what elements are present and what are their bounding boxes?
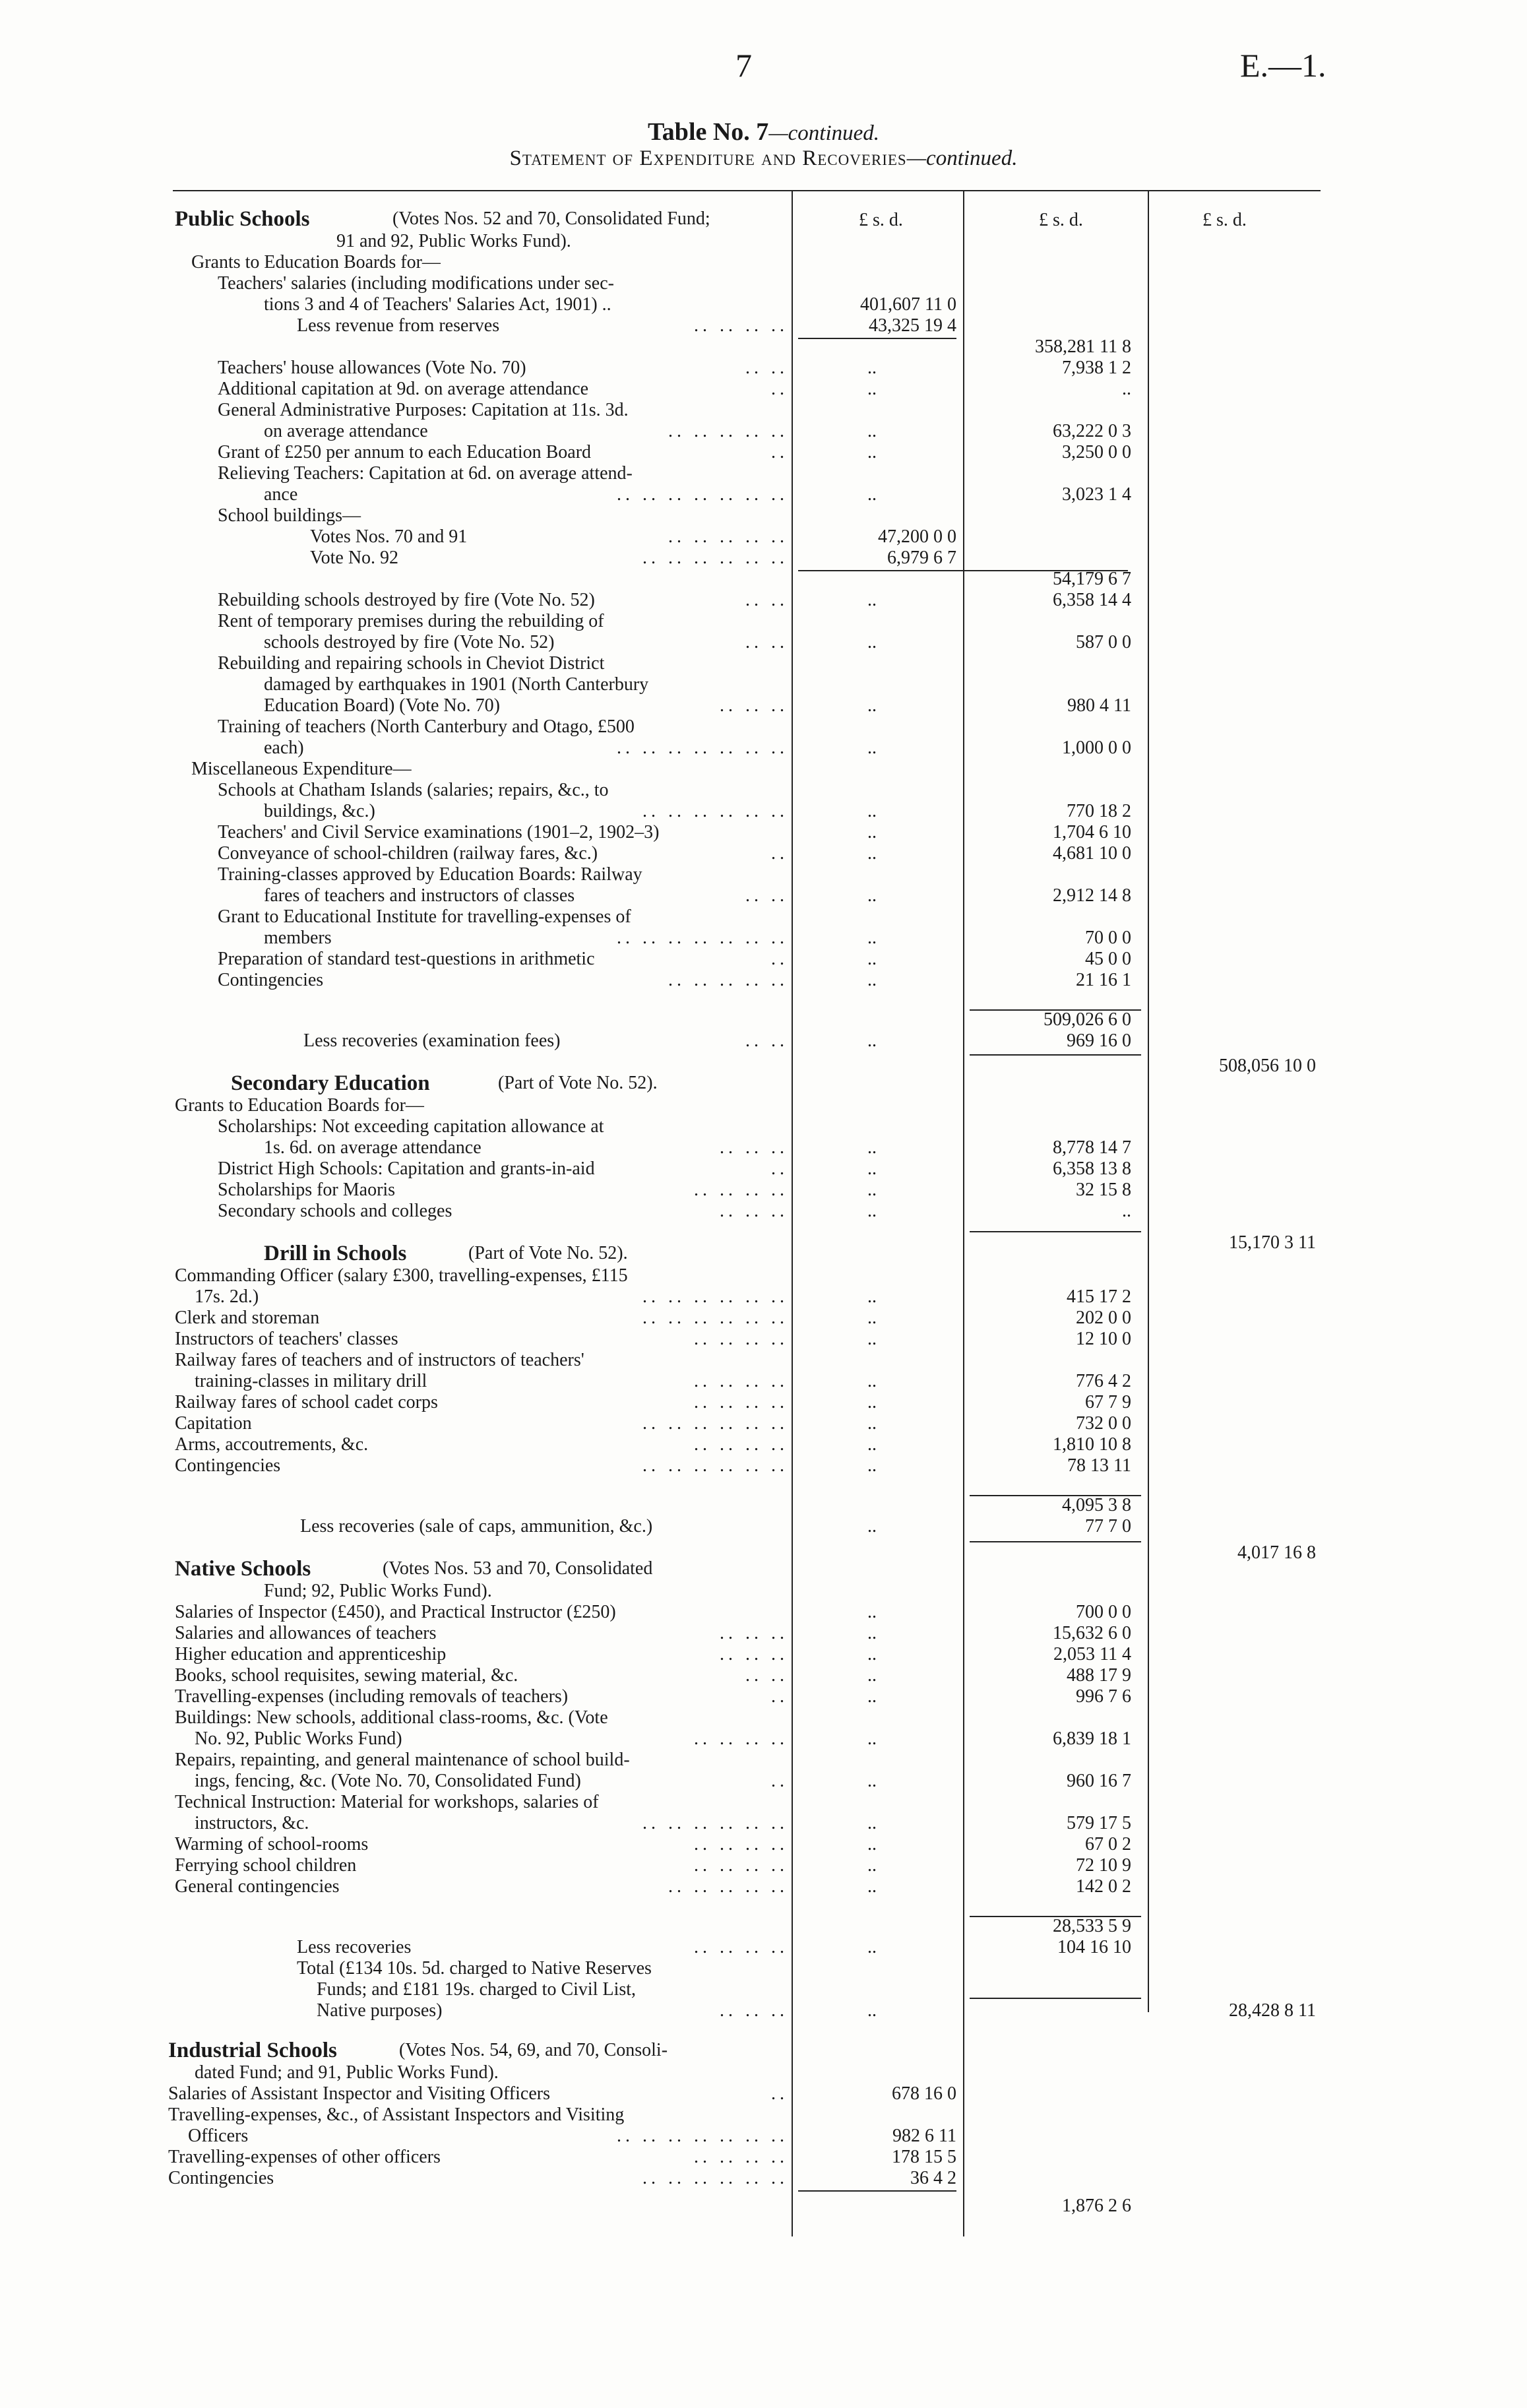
section-heading: Drill in Schools [264,1242,407,1265]
section-heading: Public Schools [175,207,310,231]
table-row: members .. .. .. .. .. .. .. .. 70 0 0 [264,928,1131,948]
subtitle-text: Statement of Expenditure and Recoveries [509,146,907,170]
table-row: 54,179 6 7 [0,569,1527,590]
table-row: Higher education and apprenticeship .. .. .. .. 2,053 11 4 [175,1644,1131,1664]
table-row: Repairs, repainting, and general maintenance of school build- [175,1750,630,1770]
table-row: Contingencies .. .. .. .. .. .. 36 4 2 [168,2168,956,2188]
table-row: Travelling-expenses (including removals of teachers) .. .. 996 7 6 [175,1686,1131,1707]
table-row: District High Schools: Capitation and grants-in-aid .. .. 6,358 13 8 [218,1158,1131,1179]
table-row: 15,170 3 11 [0,1222,1527,1243]
table-row: Less revenue from reserves .. .. .. .. 43,325 19 4 [297,315,956,336]
table-row: Native purposes) .. .. .. .. 28,428 8 11 [0,2000,1527,2021]
table-row: Secondary Education (Part of Vote No. 52). [231,1071,658,1095]
table-row: Warming of school-rooms .. .. .. .. .. 67 0 2 [175,1834,1131,1854]
table-row: Grant to Educational Institute for travelling-expenses of [218,906,631,927]
table-row: Railway fares of school cadet corps .. .. .. .. .. 67 7 9 [175,1392,1131,1412]
table-row: General contingencies .. .. .. .. .. .. 142 0 2 [175,1876,1131,1897]
table-title-continued: —continued. [768,121,880,145]
table-row: fares of teachers and instructors of classes .. .. .. 2,912 14 8 [264,885,1131,906]
table-row: Secondary schools and colleges .. .. .. .. .. [218,1201,1131,1221]
table-row: Less recoveries (sale of caps, ammunition, &c.) .. 77 7 0 [300,1516,1131,1537]
col-header-3: £ s. d. [1202,210,1247,230]
table-row: Ferrying school children .. .. .. .. .. 72 10 9 [175,1855,1131,1876]
col-header-2: £ s. d. [1039,210,1083,230]
table-row: 17s. 2d.) .. .. .. .. .. .. .. 415 17 2 [195,1286,1131,1307]
table-row: 4,095 3 8 [0,1495,1527,1516]
table-row: 508,056 10 0 [0,1052,1527,1073]
section-heading: Native Schools [175,1557,311,1581]
table-row: Teachers' house allowances (Vote No. 70) .. .. .. 7,938 1 2 [218,358,1131,378]
table-row: Arms, accoutrements, &c. .. .. .. .. .. 1,810 10 8 [175,1434,1131,1455]
table-row: training-classes in military drill .. .. .. .. .. 776 4 2 [195,1371,1131,1391]
col-header-1: £ s. d. [859,210,903,230]
table-row: Schools at Chatham Islands (salaries; repairs, &c., to [218,780,609,800]
table-row: buildings, &c.) .. .. .. .. .. .. .. 770 18 2 [264,801,1131,821]
table-row: damaged by earthquakes in 1901 (North Canterbury [264,674,649,695]
table-row: Books, school requisites, sewing material, &c. .. .. .. 488 17 9 [175,1665,1131,1686]
table-row: Capitation .. .. .. .. .. .. .. 732 0 0 [175,1413,1131,1434]
table-row: Officers .. .. .. .. .. .. .. 982 6 11 [188,2126,956,2146]
table-row: Additional capitation at 9d. on average attendance .. .. .. [218,379,1131,399]
table-row: No. 92, Public Works Fund) .. .. .. .. .. 6,839 18 1 [195,1728,1131,1749]
table-row: Relieving Teachers: Capitation at 6d. on average attend- [218,463,633,484]
table-row: Grant of £250 per annum to each Education Board .. .. 3,250 0 0 [218,442,1131,462]
table-row: 1,876 2 6 [0,2189,1527,2210]
table-row: Clerk and storeman .. .. .. .. .. .. .. 202 0 0 [175,1308,1131,1328]
table-row: Travelling-expenses of other officers .. .. .. .. 178 15 5 [168,2147,956,2167]
table-row: Industrial Schools (Votes Nos. 54, 69, and 70, Consoli- [168,2039,668,2062]
table-row: 358,281 11 8 [0,336,1527,358]
table-row: ings, fencing, &c. (Vote No. 70, Consolidated Fund) .. .. 960 16 7 [195,1771,1131,1791]
table-row: Rebuilding schools destroyed by fire (Vote No. 52) .. .. .. 6,358 14 4 [218,590,1131,610]
table-row: 4,017 16 8 [0,1537,1527,1558]
table-row: Rebuilding and repairing schools in Cheviot District [218,653,605,674]
table-row: Education Board) (Vote No. 70) .. .. .. .. 980 4 11 [264,695,1131,716]
table-title [0,117,1527,146]
document-reference: E.—1. [1240,47,1326,84]
table-row: General Administrative Purposes: Capitation at 11s. 3d. [218,400,629,420]
table-row: Less recoveries (examination fees) .. .. .. 969 16 0 [303,1030,1131,1051]
table-row: Contingencies .. .. .. .. .. .. .. 78 13 11 [175,1455,1131,1476]
table-row: 28,533 5 9 [0,1916,1527,1937]
table-row: Scholarships: Not exceeding capitation allowance at [218,1116,604,1137]
table-row: Salaries of Inspector (£450), and Practical Instructor (£250) .. 700 0 0 [175,1602,1131,1622]
table-row: Training-classes approved by Education Boards: Railway [218,864,642,885]
table-row: Drill in Schools (Part of Vote No. 52). [264,1242,628,1265]
table-row: Grants to Education Boards for— [175,1095,424,1116]
table-row: Votes Nos. 70 and 91 .. .. .. .. .. 47,200 0 0 [310,526,956,547]
table-row: instructors, &c. .. .. .. .. .. .. .. 579 17 5 [195,1813,1131,1833]
table-row: Less recoveries .. .. .. .. .. 104 16 10 [297,1937,1131,1957]
table-row: tions 3 and 4 of Teachers' Salaries Act, 1901) .. 401,607 11 0 [264,294,956,315]
table-row: Salaries and allowances of teachers .. .. .. .. 15,632 6 0 [175,1623,1131,1643]
table-row: Grants to Education Boards for— [191,252,441,272]
table-row: Vote No. 92 .. .. .. .. .. .. 6,979 6 7 [310,548,956,568]
table-row: dated Fund; and 91, Public Works Fund). [195,2062,499,2083]
table-row: Miscellaneous Expenditure— [191,759,412,779]
table-title-main: Table No. 7 [647,118,769,146]
table-row: Public Schools (Votes Nos. 52 and 70, Consolidated Fund; [175,207,710,231]
subtitle-continued: —continued. [906,146,1018,170]
table-row: Railway fares of teachers and of instructors of teachers' [175,1350,584,1370]
table-row: Buildings: New schools, additional class-rooms, &c. (Vote [175,1707,608,1728]
table-row: schools destroyed by fire (Vote No. 52) .. .. .. 587 0 0 [264,632,1131,652]
section-heading: Secondary Education [231,1071,430,1095]
table-row: each) .. .. .. .. .. .. .. .. 1,000 0 0 [264,738,1131,758]
table-row: Conveyance of school-children (railway fares, &c.) .. .. 4,681 10 0 [218,843,1131,864]
table-row: Contingencies .. .. .. .. .. .. 21 16 1 [218,970,1131,990]
table-row: Teachers' and Civil Service examinations (1901–2, 1902–3) .. 1,704 6 10 [218,822,1131,842]
table-row: Technical Instruction: Material for workshops, salaries of [175,1792,599,1812]
table-row: Total (£134 10s. 5d. charged to Native Reserves [297,1958,652,1979]
table-subtitle [0,146,1527,171]
table-row: on average attendance .. .. .. .. .. .. 63,222 0 3 [264,421,1131,441]
table-row: Travelling-expenses, &c., of Assistant Inspectors and Visiting [168,2105,625,2125]
page-number: 7 [735,47,752,84]
table-row: Funds; and £181 19s. charged to Civil List, [317,1979,637,2000]
table-row: 91 and 92, Public Works Fund). [336,231,571,251]
table-row: 1s. 6d. on average attendance .. .. .. .. 8,778 14 7 [264,1137,1131,1158]
table-row: Teachers' salaries (including modifications under sec- [218,273,614,294]
table-row: Training of teachers (North Canterbury and Otago, £500 [218,716,635,737]
table-row: Scholarships for Maoris .. .. .. .. .. 32 15 8 [218,1180,1131,1200]
section-heading: Industrial Schools [168,2039,337,2062]
table-row: Preparation of standard test-questions in arithmetic .. .. 45 0 0 [218,949,1131,969]
table-row: Salaries of Assistant Inspector and Visiting Officers .. 678 16 0 [168,2083,956,2104]
table-row: Rent of temporary premises during the rebuilding of [218,611,604,631]
table-row: Native Schools (Votes Nos. 53 and 70, Consolidated [175,1557,653,1581]
expenditure-table [0,189,1527,2216]
table-row: Instructors of teachers' classes .. .. .. .. .. 12 10 0 [175,1329,1131,1349]
table-row: School buildings— [218,505,361,526]
table-row: ance .. .. .. .. .. .. .. .. 3,023 1 4 [264,484,1131,505]
table-row: Fund; 92, Public Works Fund). [264,1581,492,1601]
table-row: Commanding Officer (salary £300, travelling-expenses, £115 [175,1265,628,1286]
table-row: 509,026 6 0 [0,1009,1527,1030]
